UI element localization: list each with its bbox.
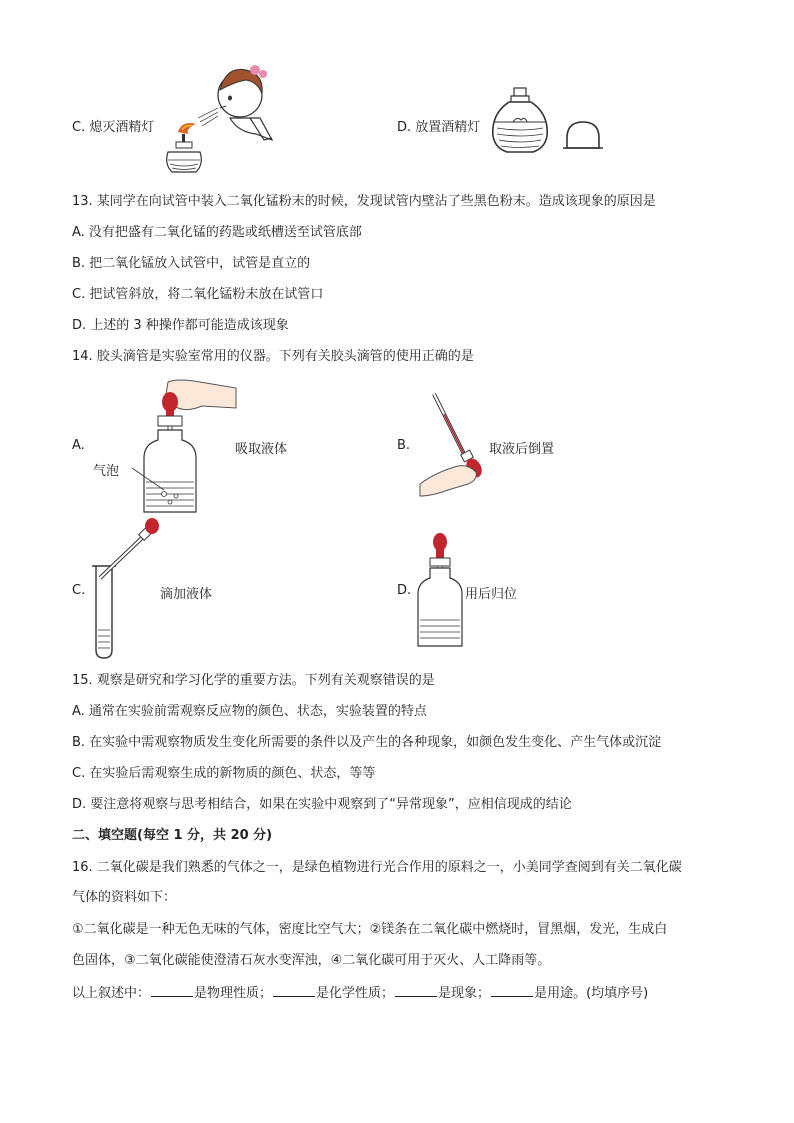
section-title: 二、填空题(每空 1 分，共 20 分): [72, 828, 273, 843]
q16-info-line2: 色固体，③二氧化碳能使澄清石灰水变浑浊，④二氧化碳可用于灭火、人工降雨等。: [72, 953, 551, 968]
blowing-out-lamp-illustration: [160, 60, 285, 185]
dropper-sucking-liquid-illustration: [140, 378, 240, 518]
answer-part-1: 是物理性质；: [194, 986, 273, 1001]
answer-part-2: 是化学性质；: [316, 986, 395, 1001]
answer-blank-2[interactable]: [273, 984, 315, 997]
dropper-adding-liquid-illustration: [90, 520, 160, 660]
answer-prefix: 以上叙述中：: [72, 986, 151, 1001]
q13-stem: 13. 某同学在向试管中装入二氧化锰粉末的时候，发现试管内壁沾了些黑色粉末。造成该现象的原因是: [72, 194, 656, 209]
dropper-returned-illustration: [416, 532, 472, 650]
answer-blank-3[interactable]: [395, 984, 437, 997]
q16-answer-line: [72, 984, 648, 1003]
q13-option-b: B. 把二氧化锰放入试管中，试管是直立的: [72, 256, 311, 271]
dropper-inverted-illustration: [418, 392, 488, 496]
q15-option-c: C. 在实验后需观察生成的新物质的颜色、状态，等等: [72, 766, 376, 781]
q15-option-a: A. 通常在实验前需观察反应物的颜色、状态，实验装置的特点: [72, 704, 427, 719]
q12-option-d: D. 放置酒精灯: [397, 120, 481, 135]
q14-option-c-letter: C.: [72, 583, 86, 598]
q16-info-line1: ①二氧化碳是一种无色无味的气体，密度比空气大；②镁条在二氧化碳中燃烧时，冒黑烟，发光，生成白: [72, 922, 668, 937]
q13-option-a: A. 没有把盛有二氧化锰的药匙或纸槽送至试管底部: [72, 225, 362, 240]
q12-option-c: C. 熄灭酒精灯: [72, 120, 155, 135]
q14-option-b-label: 取液后倒置: [489, 442, 555, 457]
q16-stem-line1: 16. 二氧化碳是我们熟悉的气体之一，是绿色植物进行光合作用的原料之一，小美同学查阅到有关二氧化碳: [72, 860, 682, 875]
q14-option-b-letter: B.: [397, 438, 411, 453]
q14-option-a-letter: A.: [72, 438, 85, 453]
q14-option-c-label: 滴加液体: [160, 587, 213, 602]
bubble-label: 气泡: [93, 464, 120, 479]
answer-blank-4[interactable]: [491, 984, 533, 997]
answer-blank-1[interactable]: [151, 984, 193, 997]
q13-option-c: C. 把试管斜放，将二氧化锰粉末放在试管口: [72, 287, 324, 302]
q15-option-d: D. 要注意将观察与思考相结合，如果在实验中观察到了“异常现象”，应相信现成的结论: [72, 797, 572, 812]
q14-option-d-letter: D.: [397, 583, 412, 598]
answer-part-3: 是现象；: [438, 986, 491, 1001]
q14-option-d-label: 用后归位: [465, 587, 518, 602]
q16-stem-line2: 气体的资料如下：: [72, 890, 177, 905]
q15-option-b: B. 在实验中需观察物质发生变化所需要的条件以及产生的各种现象，如颜色发生变化、产生气体或沉淀: [72, 735, 662, 750]
q14-option-a-label: 吸取液体: [235, 442, 288, 457]
answer-part-4: 是用途。(均填序号): [534, 986, 649, 1001]
q13-option-d: D. 上述的 3 种操作都可能造成该现象: [72, 318, 289, 333]
placed-lamp-illustration: [487, 86, 607, 158]
q15-stem: 15. 观察是研究和学习化学的重要方法。下列有关观察错误的是: [72, 673, 435, 688]
q14-stem: 14. 胶头滴管是实验室常用的仪器。下列有关胶头滴管的使用正确的是: [72, 349, 474, 364]
